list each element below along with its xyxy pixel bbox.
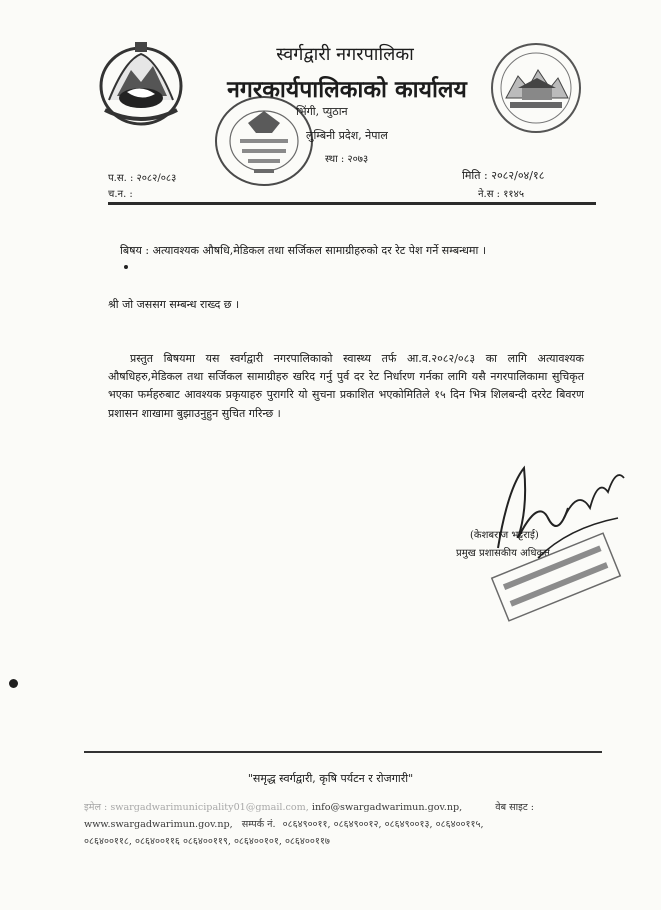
email-label: इमेल <box>84 802 101 813</box>
footer-slogan: "समृद्ध स्वर्गद्वारी, कृषि पर्यटन र रोजगारी" <box>247 772 414 785</box>
nepal-emblem-icon <box>95 40 187 128</box>
email-info-link[interactable]: info@swargadwarimun.gov.np, <box>311 802 463 813</box>
dispatch-number: च.न. : <box>108 189 133 200</box>
phone-numbers-line1: ०८६४९००११, ०८६४९००१२, ०८६४९००१३, ०८६४००११५, <box>282 819 484 830</box>
contact-email-line: इमेल : swargadwarimunicipality01@gmail.com, info@swargadwarimun.gov.np, वेब साइट : <box>84 802 534 813</box>
website-label: वेब साइट : <box>495 802 534 813</box>
footer-divider <box>84 751 602 753</box>
letter-salutation: श्री जो जससग सम्बन्ध राख्द छ । <box>108 298 240 311</box>
office-address: भिंगी, प्युठान <box>296 105 348 118</box>
municipality-name: स्वर्गद्वारी नगरपालिका <box>276 44 414 65</box>
phone-numbers-line2: ०८६४००११८, ०८६४००११६ ०८६४००११९, ०८६४००१०१, ०८६४००११७ <box>84 836 330 847</box>
letter-body: प्रस्तुत बिषयमा यस स्वर्गद्वारी नगरपालिकाको स्वास्थ्य तर्फ आ.व.२०८२/०८३ का लागि अत्यावश्यक औषधिहरु,मेडिकल तथा सर्जिकल सामाग्रीहरु खरिद गर्नु पुर्व दर रेट निर्धारण गर्नका लागि यसै नगरपालिकामा सुचिकृत भएका फर्महरुबाट आवश्यक प्रकृयाहरु पुरागरि यो सुचना प्रकाशित भएकोमितिले १५ दिन भित्र शिलबन्दी दररेट बिवरण प्रशासन शाखामा बुझाउनुहुन सुचित गरिन्छ । <box>108 352 584 420</box>
office-title: नगरकार्यपालिकाको कार्यालय <box>227 76 467 103</box>
header-divider <box>108 202 596 205</box>
letter-subject: बिषय : अत्यावश्यक औषधि,मेडिकल तथा सर्जिकल सामाग्रीहरुको दर रेट पेश गर्ने सम्बन्धमा । <box>120 244 487 257</box>
official-seal-stamp-icon <box>486 532 626 622</box>
contact-web-line <box>84 817 604 830</box>
serial-number: ने.स : ११४५ <box>478 189 525 200</box>
signatory-title: प्रमुख प्रशासकीय अधिकृत <box>456 548 550 559</box>
margin-mark <box>9 679 18 688</box>
phone-label: सम्पर्क नं. <box>241 819 276 830</box>
reference-number: प.स. : २०८२/०८३ <box>108 173 177 184</box>
office-province: लुम्बिनी प्रदेश, नेपाल <box>306 129 388 142</box>
letter-date: मिति : २०८२/०४/१८ <box>462 169 545 182</box>
municipality-logo-icon <box>488 40 584 136</box>
website-link[interactable]: www.swargadwarimun.gov.np, <box>84 819 233 830</box>
signatory-name: (केशबराज भट्टराई) <box>470 530 539 541</box>
email-primary-link[interactable]: swargadwarimunicipality01@gmail.com, <box>110 802 309 813</box>
bullet-mark <box>124 265 128 269</box>
established-year: स्था : २०७३ <box>325 154 369 165</box>
